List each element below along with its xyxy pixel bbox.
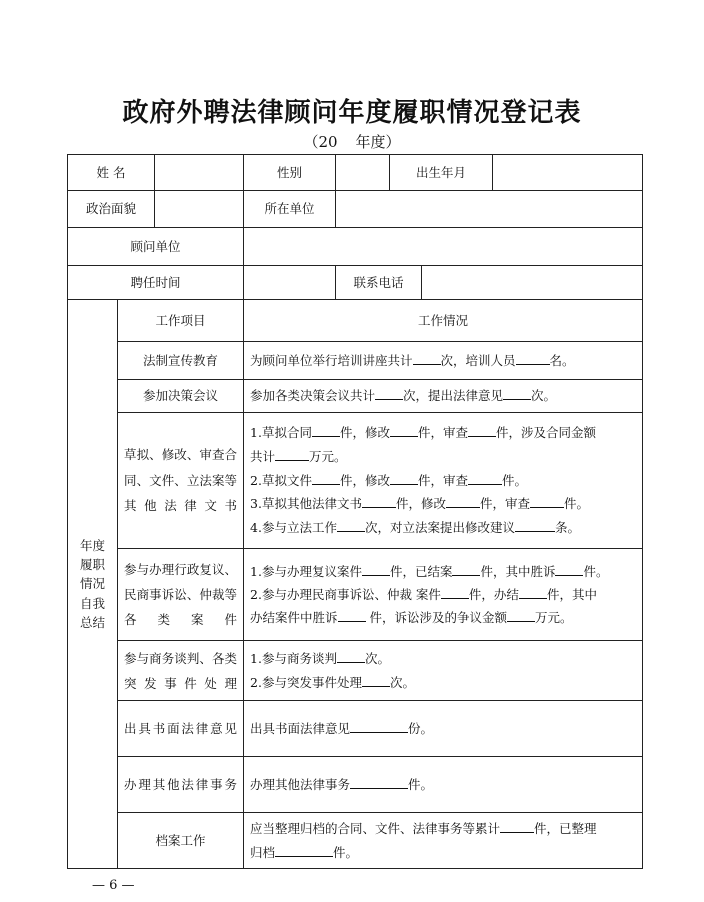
hire-time-label: 聘任时间 xyxy=(68,266,244,300)
employer-label: 所在单位 xyxy=(244,191,336,228)
blank[interactable] xyxy=(441,586,469,599)
blank[interactable] xyxy=(515,519,555,532)
text: 件，办结 xyxy=(468,586,519,602)
name-value[interactable] xyxy=(155,155,244,191)
year-prefix: （20 xyxy=(303,133,338,151)
text: 件。 xyxy=(501,472,527,488)
blank[interactable] xyxy=(338,609,366,622)
advisor-unit-value[interactable] xyxy=(244,228,643,266)
blank[interactable] xyxy=(350,720,408,733)
text: 次，培训人员 xyxy=(440,352,516,368)
text: 万元。 xyxy=(535,610,573,626)
text: 为顾问单位举行培训讲座共计 xyxy=(250,352,413,368)
item-written-opinion: 出具书面法律意见 xyxy=(118,701,244,757)
year-subtitle xyxy=(0,131,704,152)
item-cases: 参与办理行政复议、民商事诉讼、仲裁等各类案件 xyxy=(118,549,244,641)
blank[interactable] xyxy=(446,495,480,508)
text: 次。 xyxy=(531,388,557,404)
page-number: — 6 — xyxy=(92,878,135,893)
blank[interactable] xyxy=(468,472,502,485)
blank[interactable] xyxy=(362,563,390,576)
item-decision-meetings: 参加决策会议 xyxy=(118,380,244,413)
col-header-detail: 工作情况 xyxy=(244,300,643,342)
politics-label: 政治面貌 xyxy=(68,191,155,228)
text: 次。 xyxy=(389,674,415,690)
blank[interactable] xyxy=(337,519,365,532)
text: 件，已整理 xyxy=(534,820,597,836)
detail-legal-documents xyxy=(244,413,643,549)
blank[interactable] xyxy=(530,495,564,508)
blank[interactable] xyxy=(516,352,550,365)
blank[interactable] xyxy=(555,563,583,576)
text: 件。 xyxy=(583,563,609,579)
text: 1.参与办理复议案件 xyxy=(250,563,362,579)
line xyxy=(250,492,636,516)
blank[interactable] xyxy=(275,448,309,461)
blank[interactable] xyxy=(413,352,441,365)
text: 2.参与突发事件处理 xyxy=(250,674,362,690)
birth-value[interactable] xyxy=(493,155,643,191)
blank[interactable] xyxy=(337,650,365,663)
blank[interactable] xyxy=(452,563,480,576)
blank[interactable] xyxy=(503,387,531,400)
line xyxy=(250,560,636,583)
text: 件，其中胜诉 xyxy=(480,563,556,579)
text: 名。 xyxy=(549,352,575,368)
item-negotiation: 参与商务谈判、各类突发事件处理 xyxy=(118,641,244,701)
detail-other-affairs xyxy=(244,757,643,813)
birth-label: 出生年月 xyxy=(390,155,493,191)
phone-label: 联系电话 xyxy=(336,266,422,300)
line xyxy=(250,647,636,671)
text: 出具书面法律意见 xyxy=(250,720,351,736)
text: 1.参与商务谈判 xyxy=(250,650,337,666)
year-label: 年度） xyxy=(355,133,401,151)
text: 办理其他法律事务 xyxy=(250,776,351,792)
text: 办结案件中胜诉 xyxy=(250,610,338,626)
text: 件，修改 xyxy=(395,496,446,512)
text: 万元。 xyxy=(309,448,347,464)
blank[interactable] xyxy=(390,472,418,485)
hire-time-value[interactable] xyxy=(244,266,336,300)
line xyxy=(250,583,636,606)
text: 件，诉讼涉及的争议金额 xyxy=(365,610,508,626)
item-archives: 档案工作 xyxy=(118,813,244,869)
blank[interactable] xyxy=(507,609,535,622)
text: 条。 xyxy=(554,520,580,536)
detail-legal-education xyxy=(244,342,643,380)
text: 件，审查 xyxy=(417,472,468,488)
text: 次。 xyxy=(364,650,390,666)
line xyxy=(250,671,636,695)
text: 件。 xyxy=(333,844,359,860)
text: 件。 xyxy=(563,496,589,512)
blank[interactable] xyxy=(468,424,496,437)
text: 份。 xyxy=(408,720,434,736)
blank[interactable] xyxy=(519,586,547,599)
line xyxy=(250,516,636,540)
page-title: 政府外聘法律顾问年度履职情况登记表 xyxy=(122,98,582,128)
text: 次，提出法律意见 xyxy=(403,388,504,404)
blank[interactable] xyxy=(312,424,340,437)
text: 件。 xyxy=(408,776,434,792)
text: 4.参与立法工作 xyxy=(250,520,337,536)
text: 件，已结案 xyxy=(389,563,453,579)
gender-value[interactable] xyxy=(336,155,390,191)
blank[interactable] xyxy=(350,776,408,789)
col-header-item: 工作项目 xyxy=(118,300,244,342)
text: 2.草拟文件 xyxy=(250,472,312,488)
detail-negotiation xyxy=(244,641,643,701)
text: 3.草拟其他法律文书 xyxy=(250,496,362,512)
self-summary-label: 年度履职情况自我总结 xyxy=(68,300,118,869)
line xyxy=(250,469,636,493)
text: 应当整理归档的合同、文件、法律事务等累计 xyxy=(250,820,501,836)
blank[interactable] xyxy=(500,820,534,833)
text: 件，修改 xyxy=(339,425,390,441)
detail-cases xyxy=(244,549,643,641)
phone-value[interactable] xyxy=(422,266,643,300)
text: 件，其中 xyxy=(546,586,597,602)
item-legal-education: 法制宣传教育 xyxy=(118,342,244,380)
line xyxy=(250,445,636,469)
blank[interactable] xyxy=(362,495,396,508)
text: 共计 xyxy=(250,448,276,464)
blank[interactable] xyxy=(390,424,418,437)
text: 件，审查 xyxy=(417,425,468,441)
line xyxy=(250,606,636,629)
text: 件，审查 xyxy=(479,496,530,512)
item-other-affairs: 办理其他法律事务 xyxy=(118,757,244,813)
employer-value[interactable] xyxy=(336,191,643,228)
registration-form xyxy=(67,154,643,869)
blank[interactable] xyxy=(275,844,333,857)
detail-archives xyxy=(244,813,643,869)
line xyxy=(250,421,636,445)
politics-value[interactable] xyxy=(155,191,244,228)
detail-written-opinion xyxy=(244,701,643,757)
text: 1.草拟合同 xyxy=(250,425,312,441)
text: 次，对立法案提出修改建议 xyxy=(364,520,515,536)
text: 参加各类决策会议共计 xyxy=(250,388,376,404)
text: 件，涉及合同金额 xyxy=(495,425,596,441)
gender-label: 性别 xyxy=(244,155,336,191)
text: 件，修改 xyxy=(339,472,390,488)
name-label: 姓 名 xyxy=(68,155,155,191)
blank[interactable] xyxy=(375,387,403,400)
blank[interactable] xyxy=(312,472,340,485)
advisor-unit-label: 顾问单位 xyxy=(68,228,244,266)
detail-decision-meetings xyxy=(244,380,643,413)
item-legal-documents: 草拟、修改、审查合同、文件、立法案等其他法律文书 xyxy=(118,413,244,549)
text: 归档 xyxy=(250,844,276,860)
text: 2.参与办理民商事诉讼、仲裁 案件 xyxy=(250,586,441,602)
blank[interactable] xyxy=(362,674,390,687)
